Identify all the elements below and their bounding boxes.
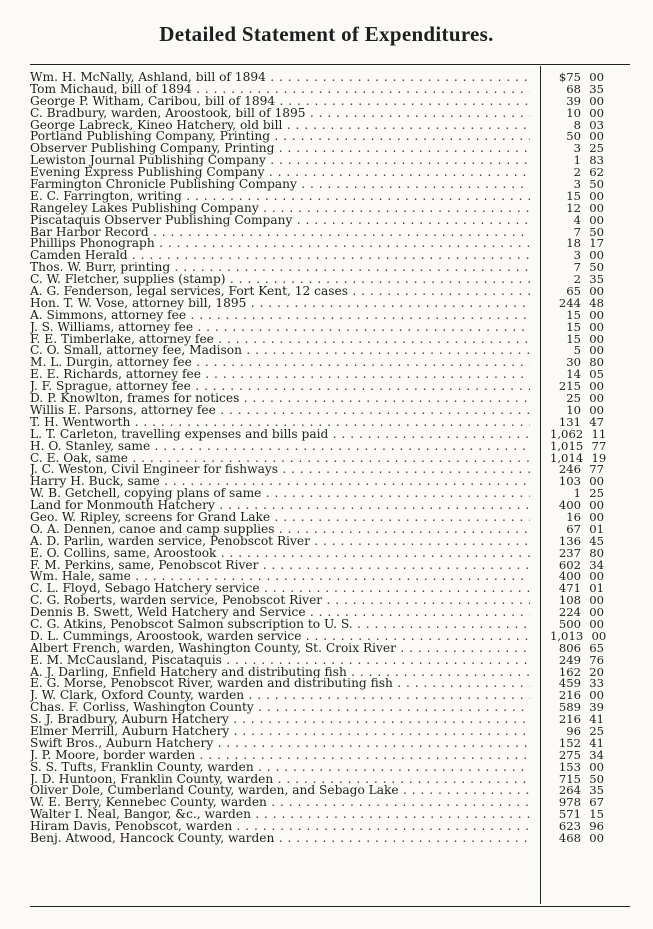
amount-cents: 76 [589, 652, 604, 667]
amount-cents: 39 [589, 700, 604, 715]
amount-dollars: 152 [558, 735, 581, 750]
payee-description: Harry H. Buck, same . . . [30, 476, 530, 488]
amount-dollars: 246 [558, 462, 581, 477]
expenditure-row [30, 488, 624, 500]
amount-cents: 00 [589, 831, 604, 845]
payee-description: Piscataquis Observer Publishing Company . . . [30, 215, 530, 227]
payee-description: E. G. Morse, Penobscot River, warden and distributing fish . . . [30, 678, 530, 690]
expenditure-row [30, 664, 624, 679]
amount-cents: 00 [589, 70, 604, 84]
expenditure-row [30, 607, 624, 619]
expenditure-row [30, 747, 624, 762]
amount-cents: 00 [589, 509, 604, 524]
amount-dollars: 15 [566, 307, 581, 322]
expenditure-row [30, 735, 624, 750]
amount-dollars: 216 [558, 712, 581, 727]
payee-description: A. D. Parlin, warden service, Penobscot River . . . [30, 536, 530, 548]
expenditure-row [30, 521, 624, 536]
amount-dollars: 136 [558, 533, 581, 548]
expenditure-row [30, 179, 624, 191]
amount-cents: 11 [591, 426, 607, 441]
expenditure-row [30, 274, 624, 286]
amount-cents: 41 [589, 712, 604, 727]
amount-dollars: 589 [558, 700, 581, 715]
payee-description: George P. Witham, Caribou, bill of 1894 . . . [30, 96, 530, 108]
expenditure-list [30, 72, 624, 845]
amount-dollars: 602 [558, 557, 581, 572]
payee-description: Geo. W. Ripley, screens for Grand Lake . . . [30, 512, 530, 524]
payee-description: Swift Bros., Auburn Hatchery . . . [30, 738, 530, 750]
amount-dollars: 2 [573, 165, 581, 180]
amount-cents: 34 [589, 747, 604, 762]
amount-dollars: 7 [573, 224, 581, 239]
amount-cents: 00 [589, 759, 604, 774]
amount-dollars: 400 [558, 569, 581, 584]
amount-cents: 25 [589, 141, 604, 156]
page-title: Detailed Statement of Expenditures. [159, 22, 494, 46]
expenditure-row [30, 652, 624, 667]
expenditure-row [30, 307, 624, 322]
top-rule [30, 64, 630, 65]
amount-cents: 25 [589, 486, 604, 501]
amount-dollars: 15 [566, 331, 581, 346]
payee-description: Dennis B. Swett, Weld Hatchery and Service . . . [30, 607, 530, 619]
payee-description: J. C. Weston, Civil Engineer for fishways . . . [30, 464, 530, 476]
payee-description: Hon. T. W. Vose, attorney bill, 1895 . . . [30, 298, 530, 310]
amount-cents: 25 [589, 723, 604, 738]
amount-cents: 00 [589, 616, 604, 631]
expenditure-row [30, 690, 624, 702]
payee-description: D. P. Knowlton, frames for notices . . . [30, 393, 530, 405]
expenditure-row [30, 464, 624, 476]
payee-description: C. O. Small, attorney fee, Madison . . . [30, 345, 530, 357]
amount-cents: 00 [591, 628, 607, 643]
payee-description: W. B. Getchell, copying plans of same . . . [30, 488, 530, 500]
amount-dollars: 249 [558, 652, 581, 667]
payee-description: Bar Harbor Record . . . [30, 227, 530, 239]
expenditure-row [30, 295, 624, 310]
amount-cents: 35 [589, 81, 604, 96]
amount-dollars: 65 [566, 284, 581, 299]
expenditure-row [30, 702, 624, 714]
payee-description: J. F. Sprague, attorney fee . . . [30, 381, 530, 393]
payee-description: C. Bradbury, warden, Aroostook, bill of 1895 . . . [30, 108, 530, 120]
amount-cents: 00 [589, 188, 604, 203]
amount-dollars: 30 [566, 355, 581, 370]
amount-dollars: 50 [566, 129, 581, 144]
payee-description: A. Simmons, attorney fee . . . [30, 310, 530, 322]
expenditure-row [30, 212, 624, 227]
payee-description: Albert French, warden, Washington County, St. Croix River . . . [30, 643, 530, 655]
amount-dollars: $75 [558, 70, 581, 84]
amount-dollars: 244 [558, 295, 581, 310]
amount-dollars: 2 [573, 272, 581, 287]
expenditure-row [30, 678, 624, 690]
expenditure-row [30, 357, 624, 369]
amount-cents: 00 [589, 105, 604, 120]
amount-cents: 20 [589, 664, 604, 679]
amount-dollars: 468 [558, 831, 581, 845]
amount-dollars: 1,013 [550, 628, 584, 643]
amount-cents: 34 [589, 557, 604, 572]
expenditure-row [30, 381, 624, 393]
payee-description: A. G. Fenderson, legal services, Fort Kent, 12 cases . . . [30, 286, 530, 298]
payee-description: George Labreck, Kineo Hatchery, old bill . . . [30, 120, 530, 132]
amount-cents: 00 [589, 319, 604, 334]
amount-cents: 80 [589, 355, 604, 370]
payee-description: E. E. Richards, attorney fee . . . [30, 369, 530, 381]
amount-cents: 00 [589, 129, 604, 144]
amount-dollars: 131 [558, 414, 581, 429]
amount-dollars: 1,014 [550, 450, 584, 465]
payee-description: Camden Herald . . . [30, 250, 530, 262]
amount-dollars: 216 [558, 688, 581, 703]
expenditure-row [30, 131, 624, 143]
amount-dollars: 8 [573, 117, 581, 132]
payee-description: M. L. Durgin, attorney fee . . . [30, 357, 530, 369]
amount-cents: 00 [589, 498, 604, 513]
expenditure-row [30, 476, 624, 488]
amount-dollars: 3 [573, 177, 581, 192]
amount-cents: 00 [589, 474, 604, 489]
payee-description: F. M. Perkins, same, Penobscot River . . . [30, 560, 530, 572]
amount-cents: 47 [589, 414, 604, 429]
amount-dollars: 3 [573, 248, 581, 263]
expenditure-row [30, 117, 624, 132]
payee-description: Willis E. Parsons, attorney fee . . . [30, 405, 530, 417]
amount-dollars: 264 [558, 783, 581, 798]
payee-description: J. S. Williams, attorney fee . . . [30, 322, 530, 334]
amount-cents: 15 [589, 807, 604, 822]
amount-cents: 65 [589, 640, 604, 655]
payee-description: L. T. Carleton, travelling expenses and bills paid . . . [30, 429, 530, 441]
expenditure-row [30, 188, 624, 203]
amount-cents: 00 [589, 402, 604, 417]
payee-description: Farmington Chronicle Publishing Company . . . [30, 179, 530, 191]
expenditure-row [30, 238, 624, 250]
amount-dollars: 1,062 [550, 426, 584, 441]
payee-description: Rangeley Lakes Publishing Company . . . [30, 203, 530, 215]
amount-cents: 50 [589, 177, 604, 192]
expenditure-row [30, 331, 624, 346]
payee-description: Chas. F. Corliss, Washington County . . . [30, 702, 530, 714]
amount-cents: 00 [589, 688, 604, 703]
payee-description: Elmer Merrill, Auburn Hatchery . . . [30, 726, 530, 738]
amount-cents: 50 [589, 771, 604, 786]
amount-cents: 50 [589, 260, 604, 275]
amount-dollars: 12 [566, 200, 581, 215]
expenditure-row [30, 438, 624, 453]
payee-description: Walter I. Neal, Bangor, &c., warden . . . [30, 809, 530, 821]
expenditure-row [30, 369, 624, 381]
amount-dollars: 10 [566, 105, 581, 120]
expenditure-row [30, 714, 624, 726]
amount-dollars: 10 [566, 402, 581, 417]
amount-dollars: 162 [558, 664, 581, 679]
amount-dollars: 806 [558, 640, 581, 655]
amount-dollars: 3 [573, 141, 581, 156]
payee-description: A. J. Darling, Enfield Hatchery and distributing fish . . . [30, 667, 530, 679]
amount-cents: 00 [589, 593, 604, 608]
amount-cents: 80 [589, 545, 604, 560]
expenditure-row [30, 500, 624, 512]
payee-description: C. W. Fletcher, supplies (stamp) . . . [30, 274, 530, 286]
payee-description: Tom Michaud, bill of 1894 . . . [30, 84, 530, 96]
amount-dollars: 7 [573, 260, 581, 275]
expenditure-row [30, 785, 624, 797]
amount-dollars: 4 [573, 212, 581, 227]
amount-cents: 77 [591, 438, 607, 453]
amount-cents: 05 [589, 367, 604, 382]
payee-description: W. E. Berry, Kennebec County, warden . . . [30, 797, 530, 809]
amount-dollars: 67 [566, 521, 581, 536]
amount-cents: 35 [589, 783, 604, 798]
payee-description: C. L. Floyd, Sebago Hatchery service . . . [30, 583, 530, 595]
amount-cents: 62 [589, 165, 604, 180]
payee-description: Wm. Hale, same . . . [30, 571, 530, 583]
amount-dollars: 15 [566, 319, 581, 334]
expenditure-row [30, 595, 624, 607]
expenditure-row [30, 286, 624, 298]
amount-cents: 00 [589, 331, 604, 346]
amount-dollars: 153 [558, 759, 581, 774]
payee-description: Thos. W. Burr, printing . . . [30, 262, 530, 274]
payee-description: C. G. Roberts, warden service, Penobscot River . . . [30, 595, 530, 607]
amount-dollars: 18 [566, 236, 581, 251]
amount-dollars: 1 [573, 486, 581, 501]
payee-description: Observer Publishing Company, Printing . . . [30, 143, 530, 155]
amount-dollars: 571 [558, 807, 581, 822]
amount-dollars: 471 [558, 581, 581, 596]
expenditure-row [30, 509, 624, 524]
amount-dollars: 459 [558, 676, 581, 691]
amount-cents: 48 [589, 295, 604, 310]
amount-cents: 00 [589, 93, 604, 108]
expenditure-row [30, 72, 624, 84]
amount-dollars: 224 [558, 605, 581, 620]
amount-cents: 96 [589, 819, 604, 834]
expenditure-row [30, 533, 624, 548]
amount-cents: 03 [589, 117, 604, 132]
amount-cents: 50 [589, 224, 604, 239]
amount-dollars: 1,015 [550, 438, 584, 453]
expenditure-row [30, 262, 624, 274]
payee-description: S. J. Bradbury, Auburn Hatchery . . . [30, 714, 530, 726]
payee-description: Lewiston Journal Publishing Company . . . [30, 155, 530, 167]
amount-dollars: 715 [558, 771, 581, 786]
payee-description: Phillips Phonograph . . . [30, 238, 530, 250]
amount-cents: 33 [589, 676, 604, 691]
payee-description: E. C. Farrington, writing . . . [30, 191, 530, 203]
payee-description: H. O. Stanley, same . . . [30, 441, 530, 453]
expenditure-row [30, 771, 624, 786]
amount-cents: 00 [589, 284, 604, 299]
expenditure-row [30, 571, 624, 583]
payee-description: Portland Publishing Company, Printing . . . [30, 131, 530, 143]
payee-description: J. P. Moore, border warden . . . [30, 750, 530, 762]
amount-dollars: 5 [573, 343, 581, 358]
payee-description: Evening Express Publishing Company . . . [30, 167, 530, 179]
payee-description: T. H. Wentworth . . . [30, 417, 530, 429]
amount-dollars: 237 [558, 545, 581, 560]
expenditure-row [30, 167, 624, 179]
payee-description: E. O. Collins, same, Aroostook . . . [30, 548, 530, 560]
amount-dollars: 275 [558, 747, 581, 762]
amount-cents: 83 [589, 153, 604, 168]
expenditure-row [30, 426, 624, 441]
amount-dollars: 14 [566, 367, 581, 382]
payee-description: Wm. H. McNally, Ashland, bill of 1894 . . . [30, 72, 530, 84]
amount-cents: 00 [589, 200, 604, 215]
amount-cents: 00 [589, 343, 604, 358]
expenditure-row [30, 557, 624, 572]
amount-dollars: 16 [566, 509, 581, 524]
amount-cents: 35 [589, 272, 604, 287]
amount-cents: 00 [589, 569, 604, 584]
amount-dollars: 39 [566, 93, 581, 108]
expenditure-row [30, 250, 624, 262]
expenditure-row [30, 450, 624, 465]
expenditure-row [30, 402, 624, 417]
payee-description: O. A. Dennen, canoe and camp supplies . . . [30, 524, 530, 536]
amount-cents: 00 [589, 379, 604, 394]
expenditure-row [30, 809, 624, 821]
expenditure-row [30, 723, 624, 738]
expenditure-row [30, 143, 624, 155]
expenditure-row [30, 319, 624, 334]
amount-dollars: 978 [558, 795, 581, 810]
amount-dollars: 15 [566, 188, 581, 203]
amount-cents: 01 [589, 581, 604, 596]
amount-dollars: 68 [566, 81, 581, 96]
payee-description: J. D. Huntoon, Franklin County, warden . . . [30, 774, 530, 786]
amount-cents: 41 [589, 735, 604, 750]
expenditure-row [30, 155, 624, 167]
payee-description: Hiram Davis, Penobscot, warden . . . [30, 821, 530, 833]
amount-cents: 00 [589, 212, 604, 227]
amount-dollars: 400 [558, 498, 581, 513]
expenditure-row [30, 759, 624, 774]
expenditure-row [30, 93, 624, 108]
expenditure-row [30, 545, 624, 560]
payee-description: F. E. Timberlake, attorney fee . . . [30, 334, 530, 346]
amount-dollars: 96 [566, 723, 581, 738]
payee-description: Benj. Atwood, Hancock County, warden . . . [30, 833, 530, 845]
expenditure-row [30, 105, 624, 120]
payee-description: C. G. Atkins, Penobscot Salmon subscription to U. S. . . . [30, 619, 530, 631]
expenditure-row [30, 583, 624, 595]
bottom-rule [30, 906, 630, 907]
payee-description: J. W. Clark, Oxford County, warden . . . [30, 690, 530, 702]
expenditure-row [30, 393, 624, 405]
expenditure-row [30, 821, 624, 833]
expenditure-row [30, 640, 624, 655]
amount-cents: 00 [589, 605, 604, 620]
amount-cents: 01 [589, 521, 604, 536]
payee-description: Land for Monmouth Hatchery . . . [30, 500, 530, 512]
expenditure-row [30, 200, 624, 215]
expenditure-row [30, 81, 624, 96]
expenditure-row [30, 414, 624, 429]
amount-cents: 17 [589, 236, 604, 251]
payee-description: D. L. Cummings, Aroostook, warden service . . . [30, 631, 530, 643]
expenditure-row [30, 616, 624, 631]
expenditure-row [30, 345, 624, 357]
amount-dollars: 108 [558, 593, 581, 608]
amount-cents: 19 [591, 450, 607, 465]
amount-dollars: 500 [558, 616, 581, 631]
expenditure-row [30, 833, 624, 845]
amount-dollars: 623 [558, 819, 581, 834]
payee-description: S. S. Tufts, Franklin County, warden . . . [30, 762, 530, 774]
amount-cents: 00 [589, 307, 604, 322]
amount-cents: 77 [589, 462, 604, 477]
amount-cents: 00 [589, 391, 604, 406]
amount-cents: 67 [589, 795, 604, 810]
amount [550, 833, 604, 845]
expenditure-row [30, 628, 624, 643]
payee-description: C. E. Oak, same . . . [30, 453, 530, 465]
amount-cents: 45 [589, 533, 604, 548]
payee-description: Oliver Dole, Cumberland County, warden, and Sebago Lake . . . [30, 785, 530, 797]
amount-cents: 00 [589, 248, 604, 263]
amount-dollars: 1 [573, 153, 581, 168]
expenditure-row [30, 797, 624, 809]
amount-dollars: 215 [558, 379, 581, 394]
amount-dollars: 103 [558, 474, 581, 489]
expenditure-row [30, 224, 624, 239]
amount-dollars: 25 [566, 391, 581, 406]
payee-description: E. M. McCausland, Piscataquis . . . [30, 655, 530, 667]
